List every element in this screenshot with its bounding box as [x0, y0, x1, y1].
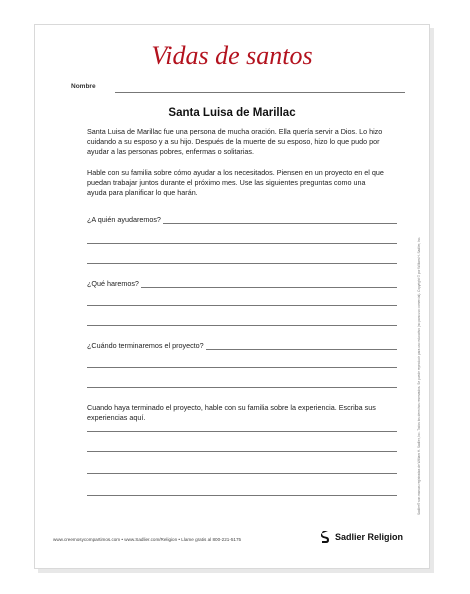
answer-line[interactable] — [87, 325, 397, 326]
intro-paragraph: Santa Luisa de Marillac fue una persona de mucha oración. Ella quería servir a Dios. Lo hizo cuidando a su esposo y a su hijo. Después de la muerte de su esposo, hizo lo que pudo por ayudar a las personas pobres, enfermas o solitarias. — [87, 127, 383, 157]
closing-paragraph: Cuando haya terminado el proyecto, hable con su familia sobre la experiencia. Escriba sus experiencias aquí. — [87, 403, 376, 423]
answer-line[interactable] — [87, 387, 397, 388]
answer-line[interactable] — [87, 263, 397, 264]
footer-links: www.creemosycompartimos.com • www.Sadlier.com/Religion • Llame gratis al 800-221-5175 — [53, 537, 242, 542]
name-field-line[interactable] — [115, 92, 405, 93]
name-row — [53, 83, 405, 97]
answer-line[interactable] — [87, 243, 397, 244]
brand-logo — [321, 530, 403, 544]
question-2: ¿Qué haremos? — [87, 279, 139, 288]
instructions-paragraph: Hable con su familia sobre cómo ayudar a los necesitados. Piensen en un proyecto en el que puedan trabajar juntos durante el próximo mes. Use las siguientes preguntas como una ayuda para planificar lo que harán. — [87, 168, 384, 198]
question-2-row — [87, 279, 397, 291]
answer-line[interactable] — [87, 473, 397, 474]
answer-line[interactable] — [87, 495, 397, 496]
saint-heading: Santa Luisa de Marillac — [168, 107, 296, 119]
question-1-row — [87, 215, 397, 227]
answer-line[interactable] — [87, 305, 397, 306]
worksheet-page — [34, 24, 430, 569]
answer-line[interactable] — [87, 451, 397, 452]
brand-name: Sadlier Religion — [334, 532, 403, 542]
sadlier-logo-icon — [321, 530, 331, 544]
question-1: ¿A quién ayudaremos? — [87, 215, 161, 224]
copyright-side-note: Sadlier® son marcas registradas de William H. Sadlier, Inc. Todos los derechos reservados. Se puede reproducir para uso educativo (no para uso comercial). Copyright © por William H. Sadlier, Inc. — [417, 236, 421, 515]
name-label: Nombre — [71, 83, 96, 90]
answer-line[interactable] — [87, 431, 397, 432]
question-3: ¿Cuándo terminaremos el proyecto? — [87, 341, 204, 350]
answer-line[interactable] — [87, 367, 397, 368]
page-title: Vidas de santos — [151, 41, 313, 70]
question-3-row — [87, 341, 397, 353]
